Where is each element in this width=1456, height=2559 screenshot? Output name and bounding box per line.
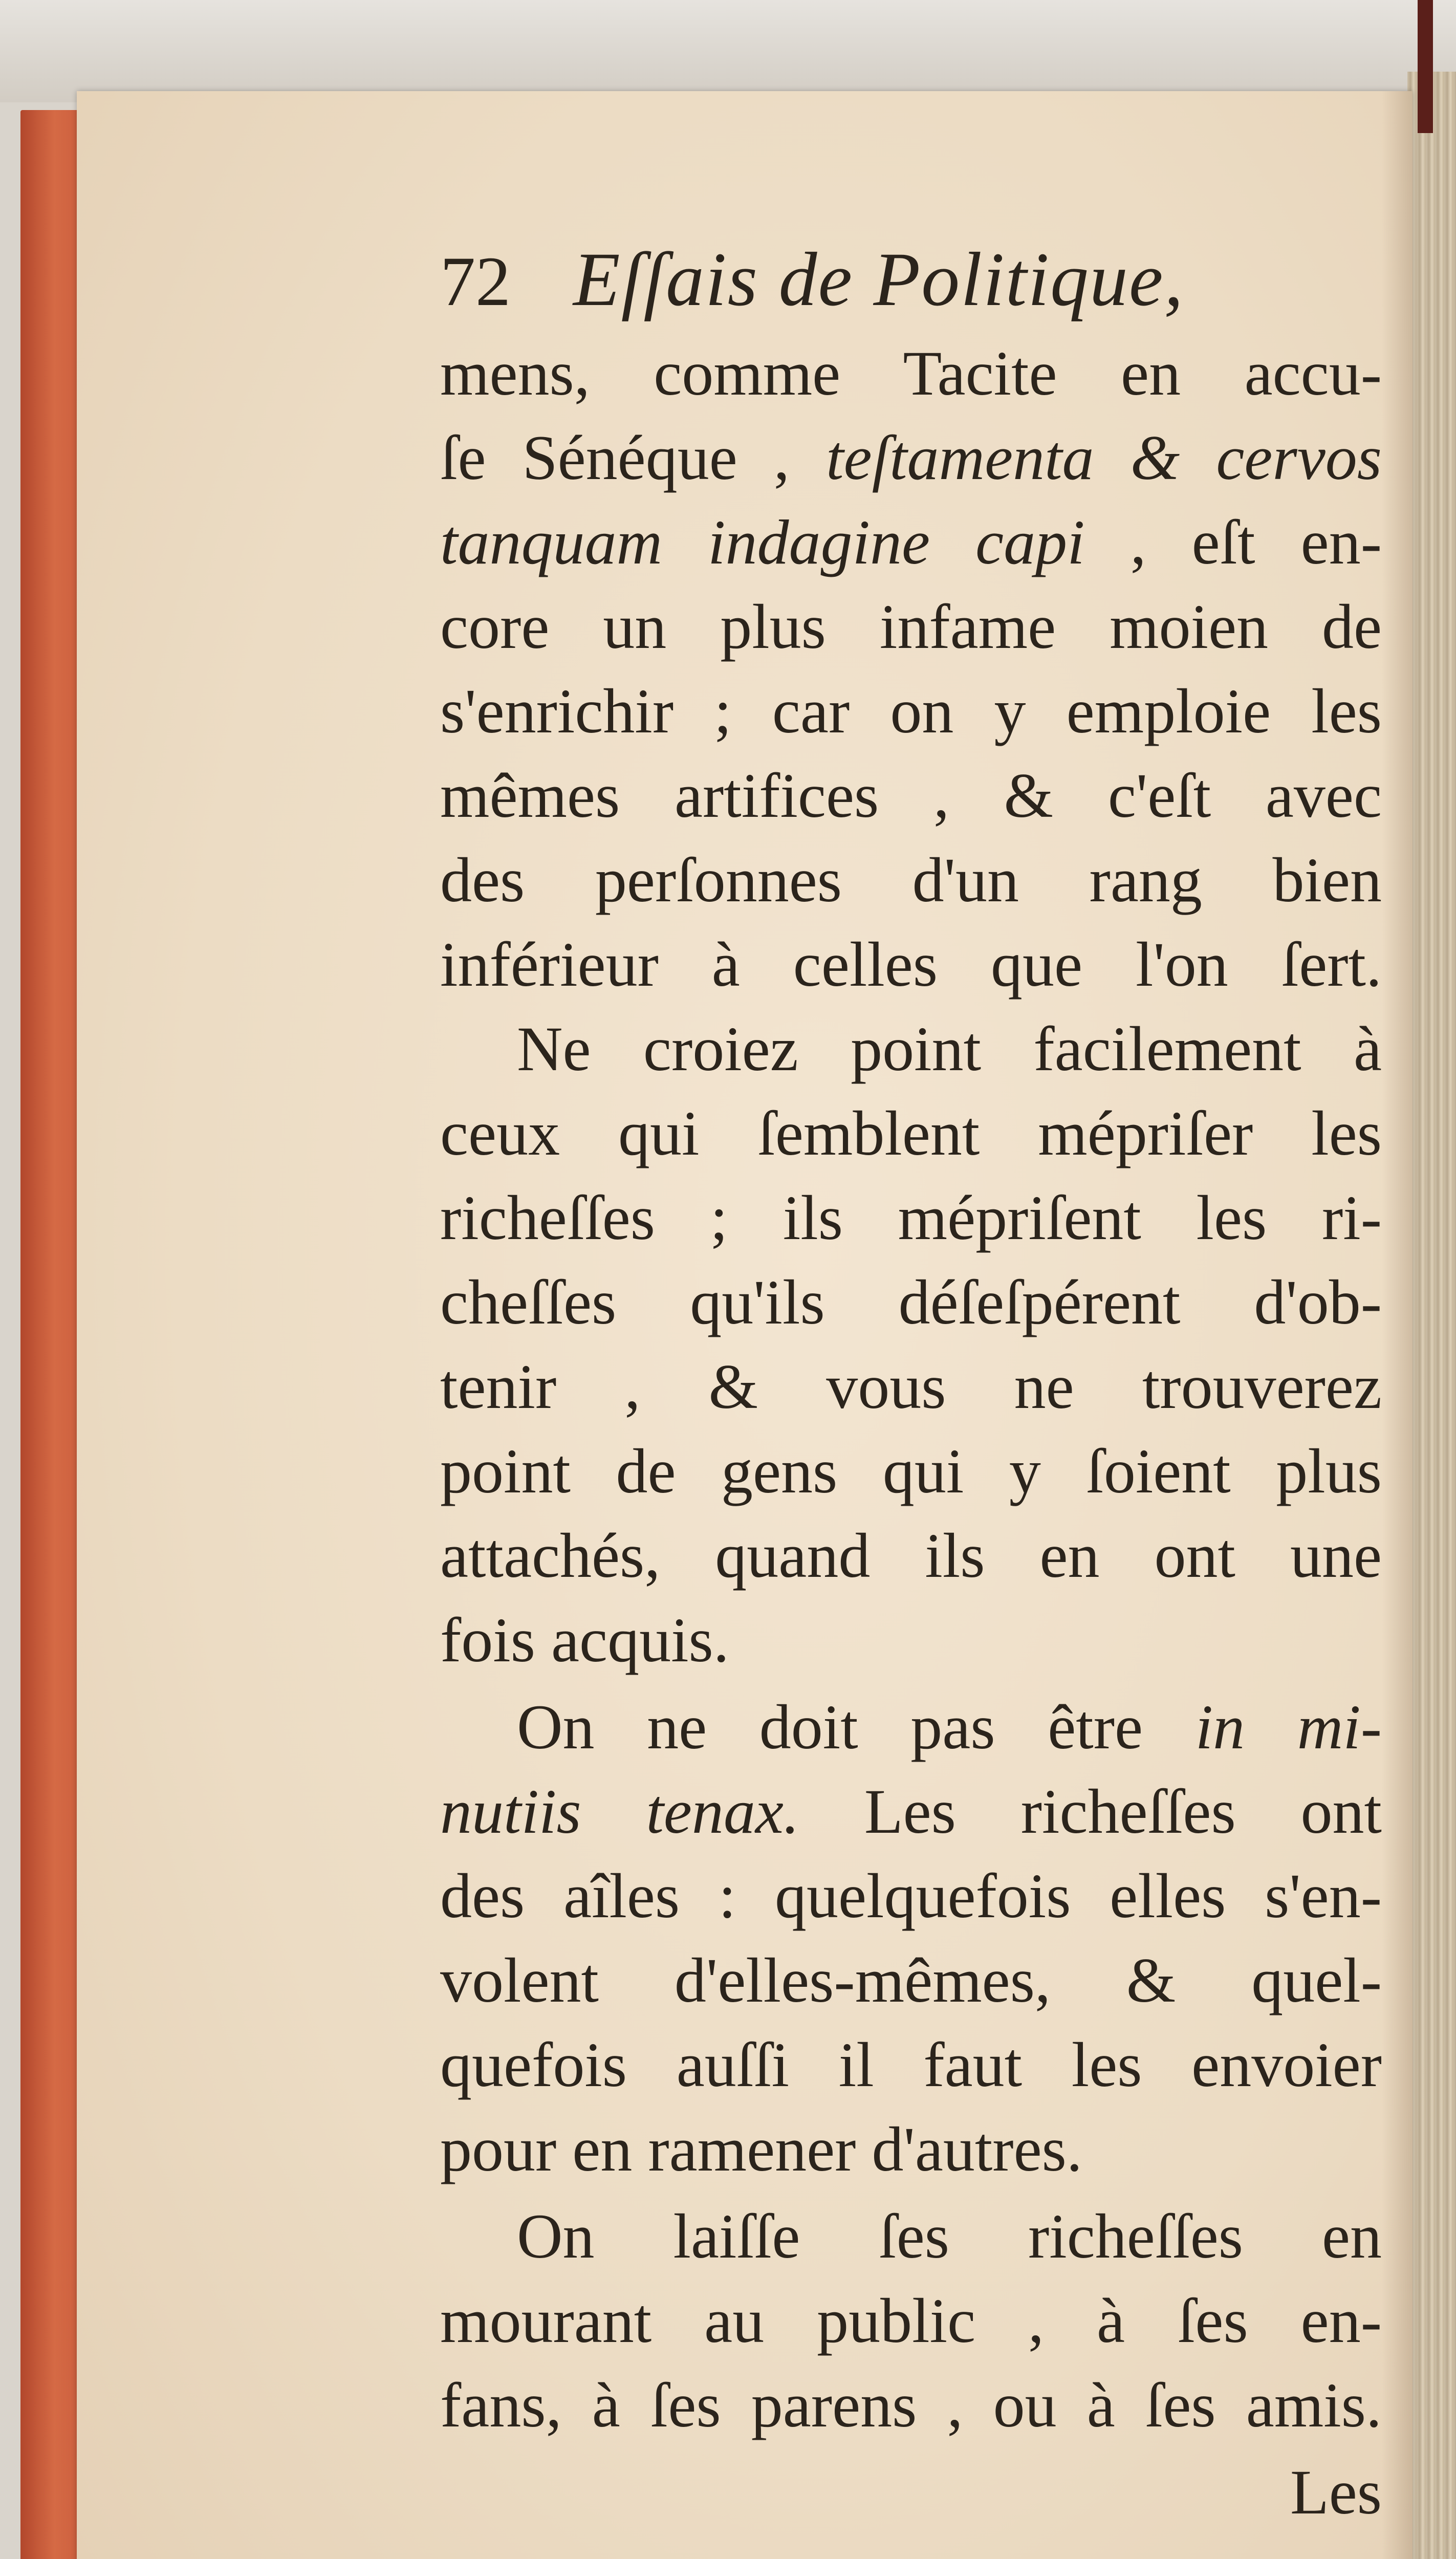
text-span: , eſt en- [1130,507,1382,577]
text-line: pour en ramener d'autres. [440,2114,1082,2184]
text-line: attachés, quand ils en ont une [440,1521,1382,1591]
latin-quote: in mi- [1195,1692,1382,1762]
paragraph-start [440,1686,1382,1771]
fore-edge-pages [1407,72,1456,2559]
text-line [440,417,1382,502]
paragraph-start: On laiſſe ſes richeſſes en [517,2201,1382,2271]
text-line: inférieur à celles que l'on ſert. [440,929,1382,1000]
text-line: point de gens qui y ſoient plus [440,1436,1382,1506]
text-line: mens, comme Tacite en accu- [440,338,1382,408]
text-line: s'enrichir ; car on y emploie les [440,676,1382,746]
text-line [440,502,1382,586]
binding-top [1418,0,1433,133]
text-line: volent d'elles-mêmes, & quel- [440,1945,1382,2015]
text-line: quefois auſſi il faut les envoier [440,2030,1382,2100]
text-line [440,1771,1382,1855]
text-line: des perſonnes d'un rang bien [440,845,1382,915]
text-line: tenir , & vous ne trouverez [440,1352,1382,1422]
latin-quote: tanquam indagine capi [440,507,1085,577]
text-span: ſe Sénéque , [440,423,790,493]
scan-background-top [0,0,1456,102]
text-line: des aîles : quelquefois elles s'en- [440,1861,1382,1931]
catchword: Les [1290,2457,1382,2527]
text-span: On ne doit pas être [517,1692,1143,1762]
text-line: mourant au public , à ſes en- [440,2286,1382,2356]
text-line: fans, à ſes parens , ou à ſes amis. [440,2370,1382,2440]
text-line: mêmes artifices , & c'eſt avec [440,761,1382,831]
page-number: 72 [440,242,511,320]
latin-quote: nutiis tenax. [440,1776,799,1847]
text-line: ceux qui ſemblent mépriſer les [440,1098,1382,1168]
text-line: fois acquis. [440,1605,729,1675]
text-line: core un plus infame moien de [440,592,1382,662]
text-line: cheſſes qu'ils déſeſpérent d'ob- [440,1267,1382,1337]
text-line: richeſſes ; ils mépriſent les ri- [440,1183,1382,1253]
running-title: Eſſais de Politique, [573,237,1185,322]
latin-quote: teſtamenta & cervos [826,423,1382,493]
text-span: Les richeſſes ont [864,1776,1382,1847]
page-header [440,225,1382,328]
paragraph-start: Ne croiez point facilement à [517,1014,1382,1084]
